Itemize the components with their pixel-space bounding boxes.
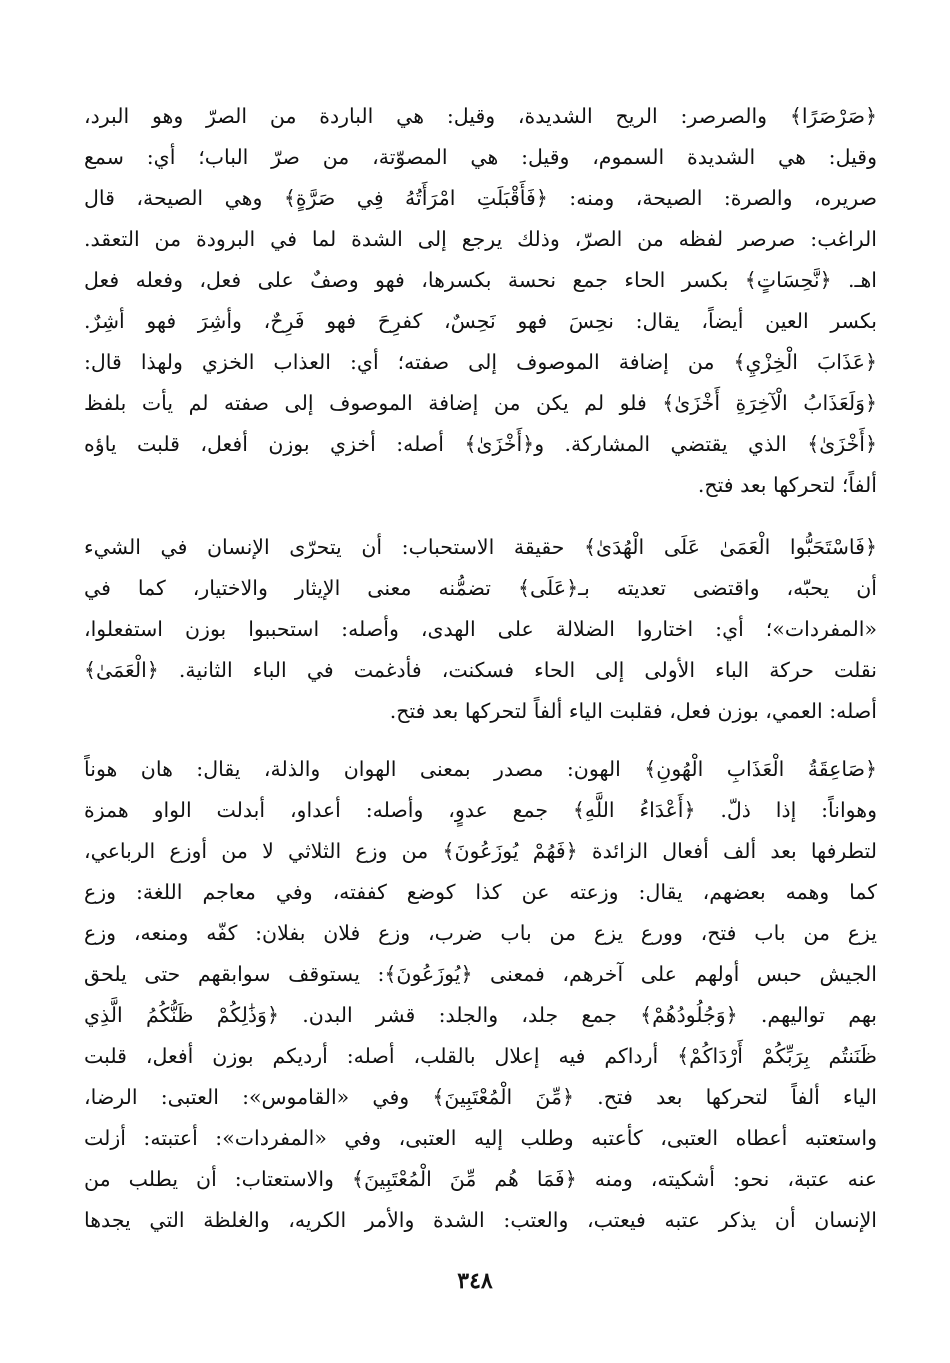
text-line: اهـ. ﴿نَّحِسَاتٍ﴾ بكسر الحاء جمع نحسة بكسرها، فهو وصفٌ على فعل، وفعله فعل — [84, 268, 877, 292]
text-line: نقلت حركة الباء الأولى إلى الحاء فسكنت، فأدغمت في الباء الثانية. ﴿الْعَمَىٰ﴾ — [84, 658, 877, 682]
text-line: بكسر العين أيضاً، يقال: نحِسَ فهو نَحِسٌ، كفرِحَ فهو فَرِحٌ، وأشِرَ فهو أشِرٌ. — [84, 309, 877, 333]
text-line: بهم تواليهم. ﴿وَجُلُودُهُمْ﴾ جمع جلد، والجلد: قشر البدن. ﴿وَذَٰلِكُمْ ظَنُّكُمُ الَّذِي — [84, 1003, 877, 1027]
text-line: كما وهمه بعضهم، يقال: وزعته عن كذا كوضع كففته، وفي معاجم اللغة: وزع — [84, 880, 877, 904]
text-line: وهواناً: إذا ذلّ. ﴿أَعْدَاءُ اللَّهِ﴾ جمع عدوٍ، وأصله: أعداو، أبدلت الواو همزة — [84, 798, 877, 822]
text-line: «المفردات»؛ أي: اختاروا الضلالة على الهدى، وأصله: استحببوا بوزن استفعلوا، — [84, 617, 877, 641]
text-line: وقيل: هي الشديدة السموم، وقيل: هي المصوّتة، من صرّ الباب؛ أي: سمع — [84, 145, 877, 169]
text-line: ﴿صَرْصَرًا﴾ والصرصر: الريح الشديدة، وقيل: هي الباردة من الصرّ وهو البرد، — [84, 104, 877, 128]
text-line: ظَنَنتُم بِرَبِّكُمْ أَرْدَاكُمْ﴾ أرداكم فيه إعلال بالقلب، أصله: أرديكم بوزن أفعل، قلبت — [84, 1044, 877, 1068]
text-line: واستعتبه أعطاه العتبى، كأعتبه وطلب إليه العتبى، وفي «المفردات»: أعتبته: أزلت — [84, 1126, 877, 1150]
page-number: ٣٤٨ — [457, 1268, 493, 1294]
text-line: الجيش حبس أولهم على آخرهم، فمعنى ﴿يُوزَعُونَ﴾: يستوقف سوابقهم حتى يلحق — [84, 962, 877, 986]
text-line: الإنسان أن يذكر عتبه فيعتب، والعتب: الشدة والأمر الكريه، والغلظة التي يجدها — [84, 1208, 877, 1232]
text-line: صريره، والصرة: الصيحة، ومنه: ﴿فَأَقْبَلَتِ امْرَأَتُهُ فِي صَرَّةٍ﴾ وهي الصيحة، قال — [84, 186, 877, 210]
text-line: الراغب: صرصر لفظه من الصرّ، وذلك يرجع إلى الشدة لما في البرودة من التعقد. — [84, 227, 877, 251]
text-line: لتطرفها بعد ألف أفعال الزائدة ﴿فَهُمْ يُوزَعُونَ﴾ من وزع الثلاثي لا من أوزع الرباعي، — [84, 839, 877, 863]
text-line: أصله: العمي، بوزن فعل، فقلبت الياء ألفاً لتحركها بعد فتح. — [389, 699, 877, 723]
text-line: أن يحبّه، واقتضى تعديته بـ﴿عَلَى﴾ تضمُّنه معنى الإيثار والاختيار، كما في — [84, 576, 877, 600]
text-line: ﴿فَاسْتَحَبُّوا الْعَمَىٰ عَلَى الْهُدَىٰ﴾ حقيقة الاستحباب: أن يتحرّى الإنسان في الشيء — [84, 535, 877, 559]
text-line: ﴿عَذَابَ الْخِزْيِ﴾ من إضافة الموصوف إلى صفته؛ أي: العذاب الخزي ولهذا قال: — [84, 350, 877, 374]
text-line: ﴿أَخْزَىٰ﴾ الذي يقتضي المشاركة. و﴿أَخْزَىٰ﴾ أصله: أخزي بوزن أفعل، قلبت ياؤه — [84, 432, 877, 456]
paragraph-2 — [84, 527, 877, 732]
text-line: ألفاً؛ لتحركها بعد فتح. — [697, 473, 877, 497]
paragraph-1 — [84, 96, 877, 506]
text-line: ﴿وَلَعَذَابُ الْآخِرَةِ أَخْزَىٰ﴾ فلو لم يكن من إضافة الموصوف إلى صفته لم يأت بلفظ — [84, 391, 877, 415]
text-line: ﴿صَاعِقَةُ الْعَذَابِ الْهُونِ﴾ الهون: مصدر بمعنى الهوان والذلة، يقال: هان هوناً — [84, 757, 877, 781]
paragraph-3 — [84, 749, 877, 1241]
text-line: عنه عتبة، نحو: أشكيته، ومنه ﴿فَمَا هُم مِّنَ الْمُعْتَبِينَ﴾ والاستعتاب: أن يطلب من — [84, 1167, 877, 1191]
text-line: الياء ألفاً لتحركها بعد فتح. ﴿مِّنَ الْمُعْتَبِينَ﴾ وفي «القاموس»: العتبى: الرضا، — [84, 1085, 877, 1109]
text-line: يزع من باب فتح، وورع يزع من باب ضرب، وزع فلان بفلان: كفّه ومنعه، وزع — [84, 921, 877, 945]
